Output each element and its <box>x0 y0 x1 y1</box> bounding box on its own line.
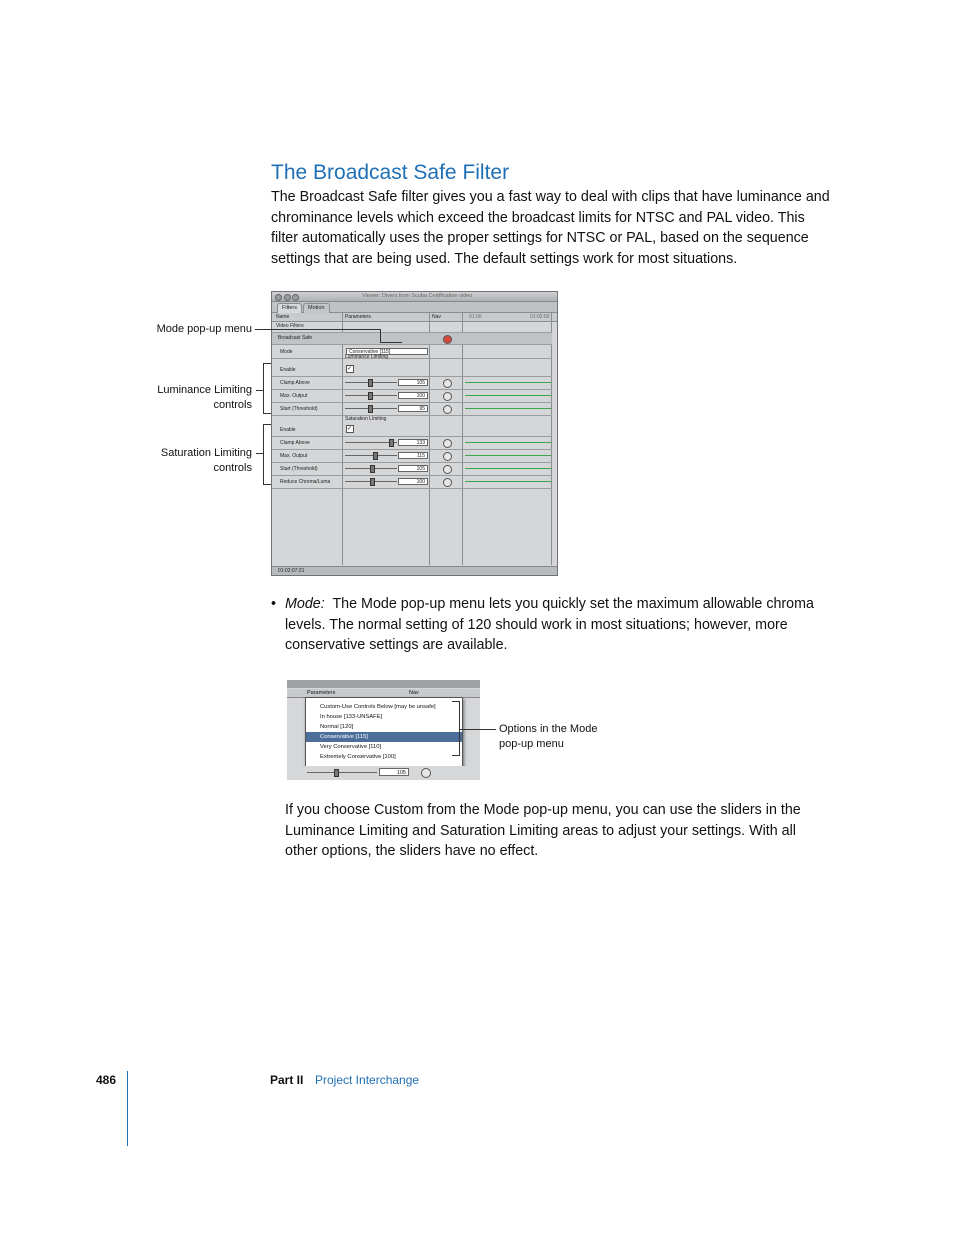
page-number: 486 <box>96 1073 117 1087</box>
slider-knob[interactable] <box>370 478 375 486</box>
param-value[interactable]: 105 <box>398 379 428 386</box>
luminance-callout-line1: Luminance Limiting <box>157 384 252 396</box>
bottom-value: 105 <box>379 768 409 776</box>
viewer-tabs <box>272 302 557 313</box>
saturation-row <box>272 475 552 489</box>
keyframe-line <box>465 481 551 482</box>
reset-icon[interactable] <box>443 379 452 388</box>
luminance-callout-line2: controls <box>213 398 252 411</box>
param-label: Clamp Above <box>280 439 310 446</box>
keyframe-line <box>465 382 551 383</box>
keyframe-line <box>465 455 551 456</box>
video-filters-label: Video Filters <box>276 323 304 329</box>
filters-tab-screenshot <box>271 291 558 576</box>
reset-icon[interactable] <box>443 439 452 448</box>
menu-item[interactable]: Conservative [115] <box>306 732 462 742</box>
luminance-row <box>272 402 552 416</box>
saturation-enable-checkbox[interactable]: ✓ <box>347 426 353 432</box>
slider-knob[interactable] <box>368 405 373 413</box>
tab-motion[interactable]: Motion <box>303 303 330 313</box>
bullet-term: Mode: <box>285 596 325 612</box>
menu-item[interactable]: In house [133-UNSAFE] <box>320 714 383 720</box>
saturation-row <box>272 449 552 463</box>
luminance-section-label: Luminance Limiting <box>345 354 389 360</box>
param-label: Start (Threshold) <box>280 465 318 472</box>
param-value[interactable]: 133 <box>398 439 428 446</box>
popup-options-callout <box>499 722 639 751</box>
broadcast-safe-label: Broadcast Safe <box>278 335 313 341</box>
param-label: Max. Output <box>280 392 308 399</box>
menu-item[interactable]: Custom-Use Controls Below [may be unsafe] <box>320 704 436 710</box>
slider-knob[interactable] <box>368 392 373 400</box>
slider-knob[interactable] <box>389 439 394 447</box>
intro-paragraph: The Broadcast Safe filter gives you a fast way to deal with clips that have luminance and chrominance levels which exceed the broadcast limits for NTSC and PAL video. This filter automatically uses the proper settings for NTSC or PAL, based on the sequence settings that are being used. The default settings work for most situations. <box>271 189 830 267</box>
reset-icon[interactable] <box>443 478 452 487</box>
footer-chapter-link[interactable]: Project Interchange <box>315 1073 420 1087</box>
param-value[interactable]: 95 <box>398 405 428 412</box>
keyframe-line <box>465 395 551 396</box>
param-value[interactable]: 115 <box>398 452 428 459</box>
keyframe-line <box>465 442 551 443</box>
reset-icon[interactable] <box>443 452 452 461</box>
mode-label: Mode <box>280 348 293 355</box>
video-filters-row <box>272 321 552 333</box>
param-value[interactable]: 100 <box>398 478 428 485</box>
slider-knob[interactable] <box>370 465 375 473</box>
name-column-header: Name <box>276 313 290 320</box>
keyframe-line <box>465 468 551 469</box>
param-slider[interactable] <box>345 382 397 383</box>
enable-label: Enable <box>280 366 296 373</box>
param-slider[interactable] <box>345 455 397 456</box>
enable-label: Enable <box>280 426 296 433</box>
param-label: Clamp Above <box>280 379 310 386</box>
mode-callout: Mode pop-up menu <box>156 323 252 335</box>
parameters-column-header: Parameters <box>307 690 336 696</box>
popup-callout-line1: Options in the Mode <box>499 723 598 735</box>
nav-column-header: Nav <box>409 690 419 696</box>
footer-part: Part II <box>270 1073 304 1087</box>
param-value[interactable]: 105 <box>398 465 428 472</box>
menu-item[interactable]: Very Conservative [110] <box>320 744 382 750</box>
slider-knob[interactable] <box>373 452 378 460</box>
saturation-callout-line1: Saturation Limiting <box>160 447 252 459</box>
popup-bottom-row <box>287 766 480 780</box>
mode-popup-screenshot <box>287 680 480 780</box>
mode-popup-menu <box>305 697 463 768</box>
param-label: Max. Output <box>280 452 308 459</box>
closing-paragraph: If you choose Custom from the Mode pop-up menu, you can use the sliders in the Luminance Limiting and Saturation Limiting areas to adjust your settings. With all other options, the sliders have no effect. <box>285 802 801 859</box>
saturation-enable-row <box>272 423 552 437</box>
param-value[interactable]: 100 <box>398 392 428 399</box>
saturation-callout-line2: controls <box>213 461 252 474</box>
reset-icon[interactable] <box>443 392 452 401</box>
reset-icon[interactable] <box>443 335 452 344</box>
footer-timecode: 01:02:07:21 <box>278 567 305 574</box>
param-slider[interactable] <box>345 408 397 409</box>
reset-icon[interactable] <box>421 768 431 778</box>
menu-item[interactable]: Extremely Conservative [100] <box>320 754 396 760</box>
param-label: Start (Threshold) <box>280 405 318 412</box>
luminance-callout <box>110 383 252 412</box>
timecode-end: 01:02:00 <box>530 313 550 320</box>
luminance-row <box>272 389 552 403</box>
saturation-row <box>272 462 552 476</box>
luminance-enable-checkbox[interactable]: ✓ <box>347 366 353 372</box>
keyframe-line <box>465 408 551 409</box>
parameters-column-header: Parameters <box>345 313 371 320</box>
luminance-section-row <box>272 354 552 363</box>
reset-icon[interactable] <box>443 405 452 414</box>
slider-knob[interactable] <box>368 379 373 387</box>
broadcast-safe-row[interactable] <box>272 333 552 345</box>
param-slider[interactable] <box>345 468 397 469</box>
param-slider[interactable] <box>345 481 397 482</box>
viewer-footer <box>272 566 557 575</box>
viewer-titlebar <box>272 292 557 302</box>
param-label: Reduce Chroma/Luma <box>280 478 331 485</box>
luminance-row <box>272 376 552 390</box>
luminance-enable-row <box>272 363 552 377</box>
section-heading: The Broadcast Safe Filter <box>271 161 510 184</box>
saturation-row <box>272 436 552 450</box>
bullet-text: The Mode pop-up menu lets you quickly set the maximum allowable chroma levels. The normal setting of 120 should work in most situations; however, more conservative settings are available. <box>285 596 814 653</box>
window-title: Viewer: Divers from Scuba Certification video <box>362 293 473 299</box>
popup-callout-line2: pop-up menu <box>499 737 564 750</box>
saturation-callout <box>110 446 252 475</box>
nav-column-header: Nav <box>432 313 441 320</box>
param-slider[interactable] <box>345 442 397 443</box>
reset-icon[interactable] <box>443 465 452 474</box>
param-slider[interactable] <box>345 395 397 396</box>
menu-item[interactable]: Normal [120] <box>320 724 354 730</box>
mode-popup[interactable]: Conservative [115] <box>346 348 428 355</box>
tab-filters[interactable]: Filters <box>277 303 302 313</box>
timecode-start: 01:00 <box>469 313 482 320</box>
saturation-section-label: Saturation Limiting <box>345 416 387 422</box>
